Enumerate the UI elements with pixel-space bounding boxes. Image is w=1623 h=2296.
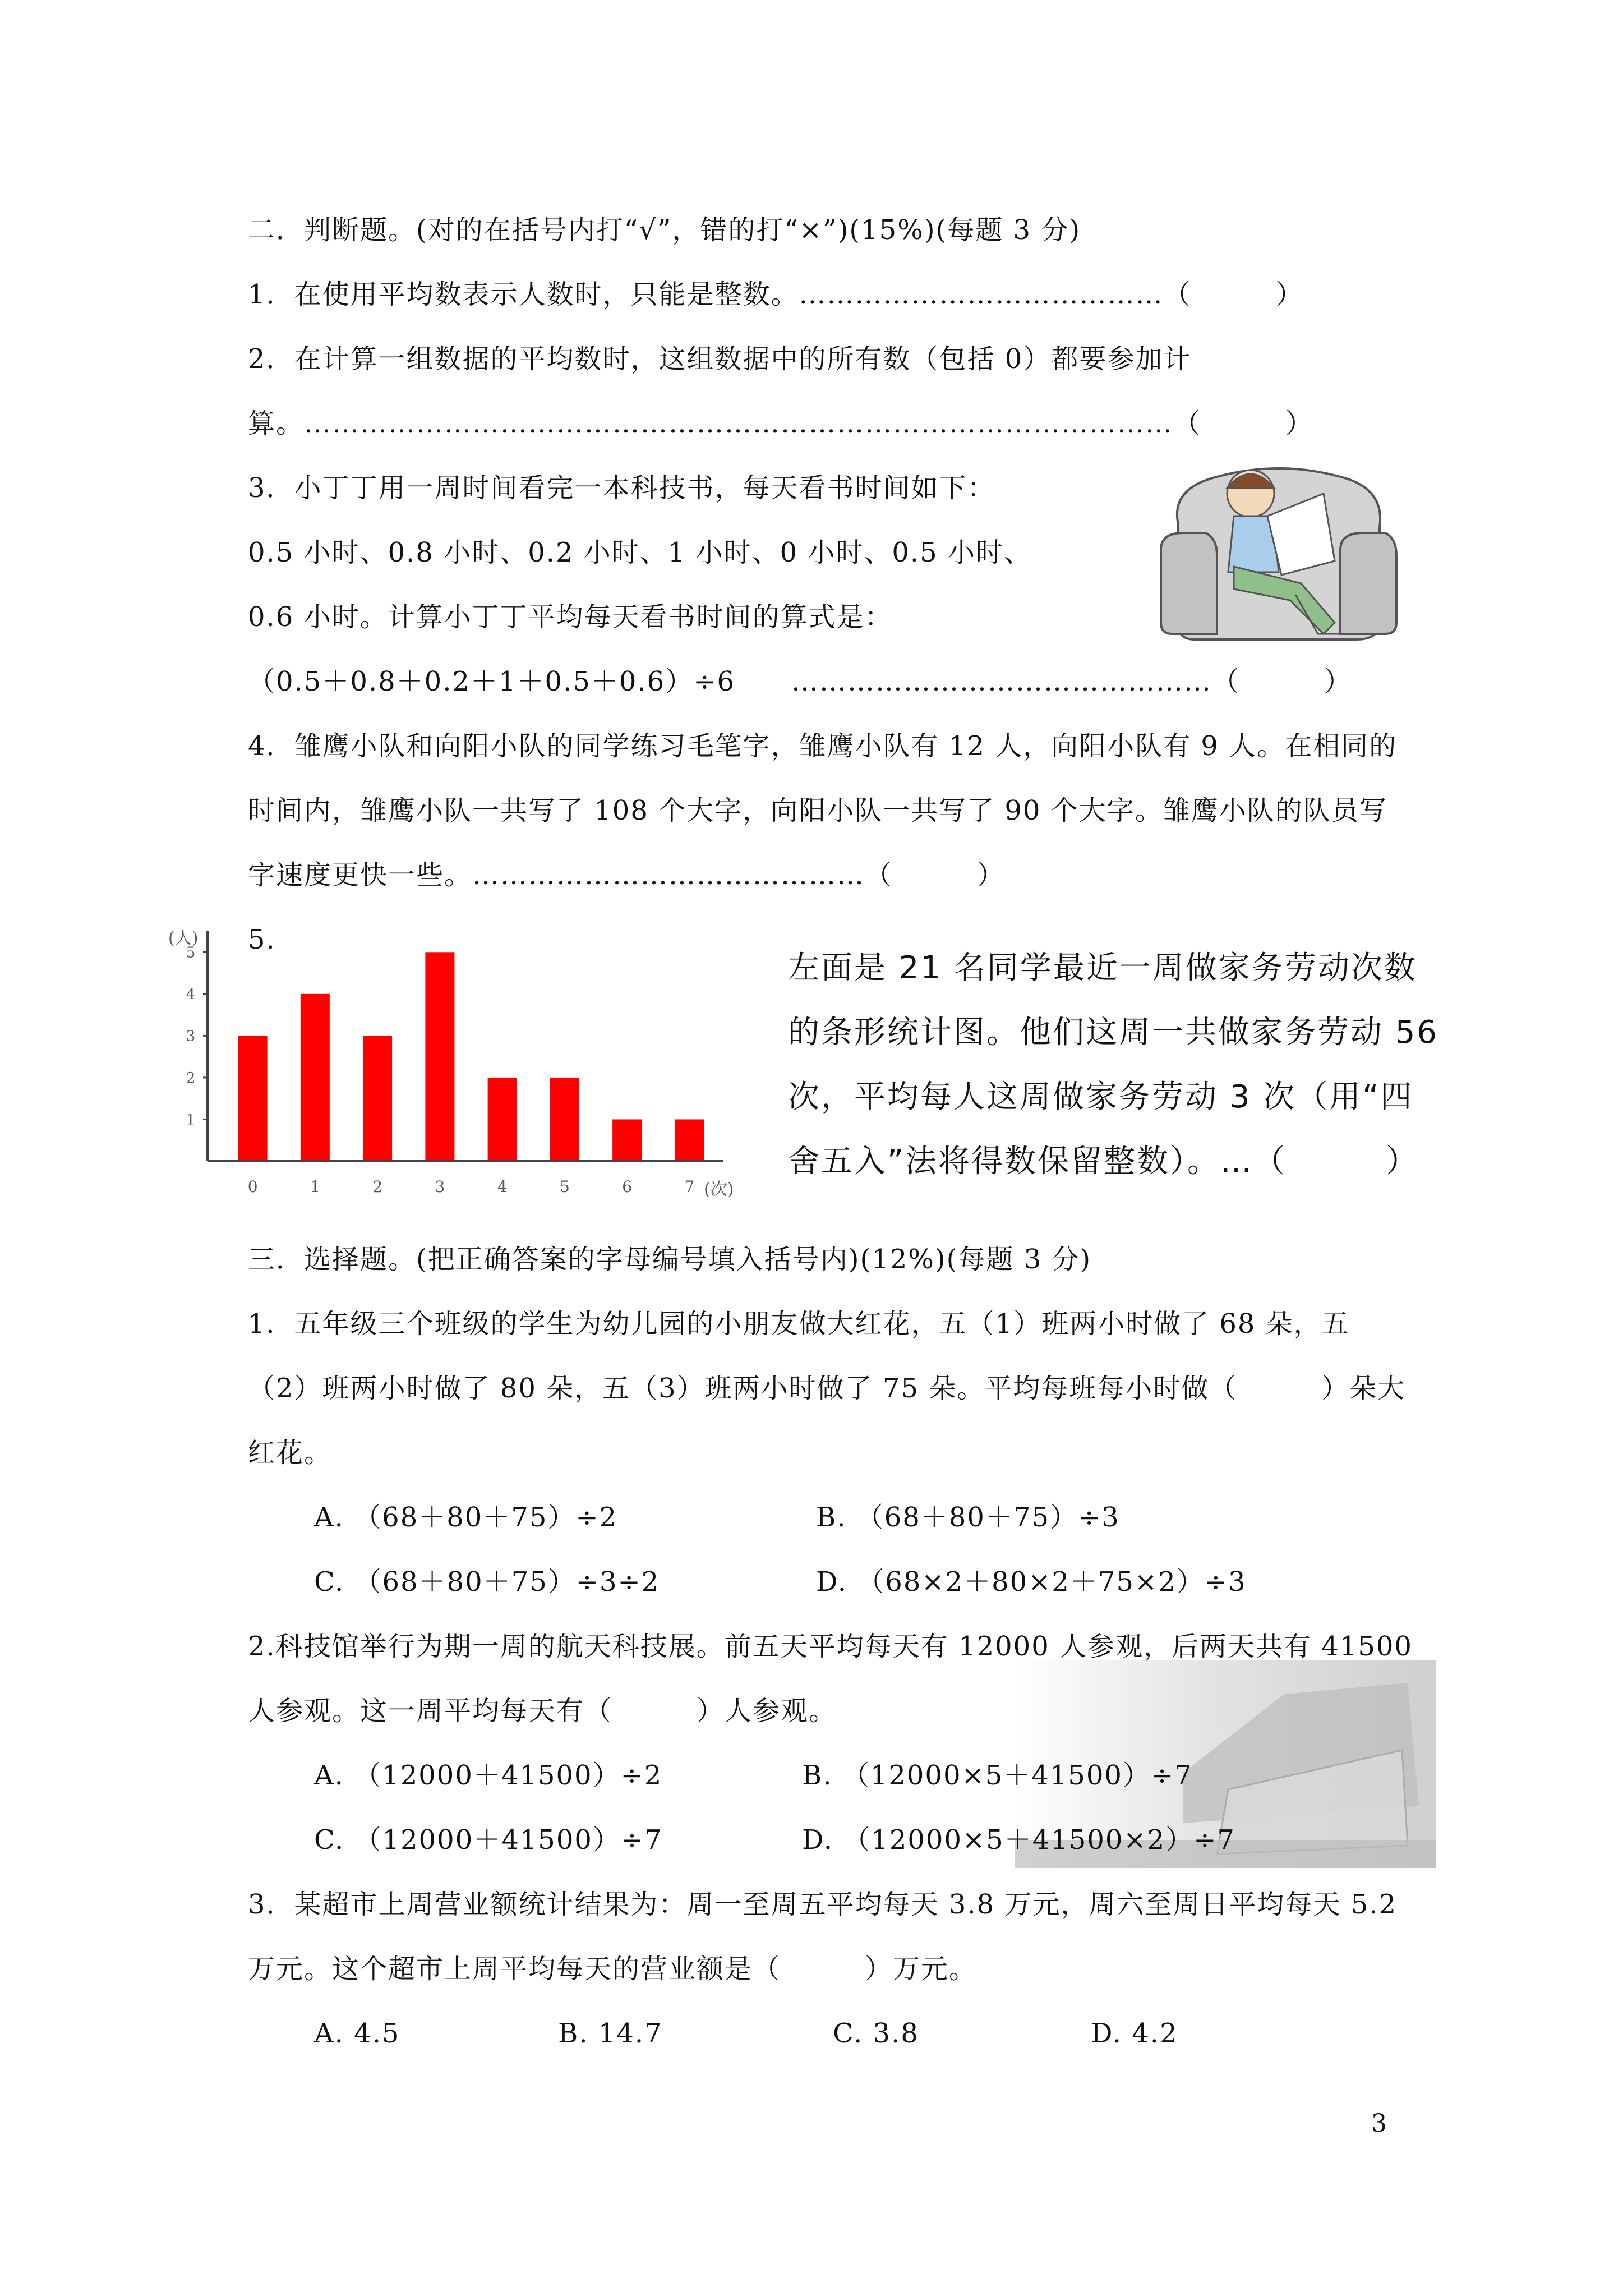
- judge-q4-line1: 4．雏鹰小队和向阳小队的同学练习毛笔字，雏鹰小队有 12 人，向阳小队有 9 人。在相同的: [248, 730, 1398, 762]
- y-tick-label: 4: [186, 986, 196, 1003]
- y-tick-label: 5: [186, 944, 196, 961]
- judge-q5-line4: 舍五入”法将得数保留整数）。…（ ）: [788, 1143, 1419, 1180]
- bar-2: [363, 1036, 392, 1161]
- judge-q2-line2: 算。…………………………………………………………………………………（ ）: [248, 408, 1314, 439]
- bar-chart: [157, 920, 746, 1200]
- choice-q2-option-a: A. （12000＋41500）÷2: [314, 1760, 663, 1791]
- choice-q2-line2: 人参观。这一周平均每天有（ ）人参观。: [248, 1695, 837, 1727]
- section2-heading: 二．判断题。(对的在括号内打“√”，错的打“×”)(15%)(每题 3 分): [248, 214, 1081, 246]
- judge-q4-line2: 时间内，雏鹰小队一共写了 108 个大字，向阳小队一共写了 90 个大字。雏鹰小队的队员写: [248, 795, 1387, 826]
- judge-q2-line1: 2．在计算一组数据的平均数时，这组数据中的所有数（包括 0）都要参加计: [248, 343, 1192, 375]
- judge-q4-line3: 字速度更快一些。……………………………………（ ）: [248, 859, 1006, 891]
- judge-q3-line3: 0.6 小时。计算小丁丁平均每天看书时间的算式是：: [248, 601, 893, 633]
- choice-q3-option-a: A. 4.5: [314, 2018, 400, 2049]
- choice-q2-option-b: B. （12000×5＋41500）÷7: [802, 1760, 1193, 1791]
- choice-q3-option-d: D. 4.2: [1091, 2018, 1178, 2049]
- bar-6: [612, 1119, 642, 1161]
- judge-q5-line1: 左面是 21 名同学最近一周做家务劳动次数: [788, 950, 1417, 986]
- y-tick-label: 1: [186, 1111, 196, 1129]
- x-tick-label: 3: [435, 1177, 445, 1196]
- bar-4: [488, 1078, 517, 1161]
- judge-q5-line3: 次，平均每人这周做家务劳动 3 次（用“四: [788, 1079, 1414, 1115]
- bar-7: [675, 1119, 704, 1161]
- choice-q2-line1: 2.科技馆举行为期一周的航天科技展。前五天平均每天有 12000 人参观，后两天共有 41500: [248, 1631, 1413, 1662]
- judge-q3-line1: 3．小丁丁用一周时间看完一本科技书，每天看书时间如下：: [248, 472, 995, 504]
- choice-q1-line1: 1．五年级三个班级的学生为幼儿园的小朋友做大红花，五（1）班两小时做了 68 朵，五: [248, 1308, 1350, 1340]
- x-tick-label: 7: [684, 1177, 695, 1196]
- choice-q1-line2: （2）班两小时做了 80 朵，五（3）班两小时做了 75 朵。平均每班每小时做（ ）朵大: [248, 1373, 1406, 1404]
- y-axis-label: (人): [168, 928, 199, 948]
- bar-3: [425, 952, 454, 1161]
- choice-q2-option-c: C. （12000＋41500）÷7: [314, 1824, 663, 1856]
- y-tick-label: 2: [186, 1069, 196, 1087]
- bar-1: [301, 994, 330, 1161]
- x-tick-label: 6: [622, 1177, 633, 1196]
- x-tick-label: 0: [247, 1177, 258, 1196]
- choice-q1-line3: 红花。: [248, 1437, 333, 1469]
- x-tick-label: 1: [310, 1177, 320, 1196]
- judge-q5-number: 5.: [248, 924, 276, 955]
- judge-q3-line4: （0.5＋0.8＋0.2＋1＋0.5＋0.6）÷6 ………………………………………（ ）: [248, 666, 1352, 697]
- choice-q3-line2: 万元。这个超市上周平均每天的营业额是（ ）万元。: [248, 1953, 978, 1985]
- x-tick-label: 2: [372, 1177, 383, 1196]
- page-number: 3: [1371, 2109, 1387, 2138]
- bar-0: [238, 1036, 268, 1161]
- judge-q5-line2: 的条形统计图。他们这周一共做家务劳动 56: [788, 1014, 1439, 1051]
- reading-boy-illustration: [1155, 454, 1402, 645]
- judge-q3-line2: 0.5 小时、0.8 小时、0.2 小时、1 小时、0 小时、0.5 小时、: [248, 537, 1032, 568]
- x-tick-label: 5: [559, 1177, 570, 1196]
- judge-q1: 1．在使用平均数表示人数时，只能是整数。…………………………………（ ）: [248, 279, 1304, 310]
- choice-q1-option-c: C. （68＋80＋75）÷3÷2: [314, 1566, 660, 1598]
- section3-heading: 三．选择题。(把正确答案的字母编号填入括号内)(12%)(每题 3 分): [248, 1244, 1092, 1275]
- choice-q1-option-d: D. （68×2＋80×2＋75×2）÷3: [816, 1566, 1247, 1598]
- choice-q3-option-c: C. 3.8: [833, 2018, 919, 2049]
- bar-5: [550, 1078, 579, 1161]
- choice-q2-option-d: D. （12000×5＋41500×2）÷7: [802, 1824, 1235, 1856]
- choice-q3-line1: 3．某超市上周营业额统计结果为：周一至周五平均每天 3.8 万元，周六至周日平均每天 5.2: [248, 1889, 1397, 1920]
- choice-q1-option-a: A. （68＋80＋75）÷2: [314, 1502, 618, 1533]
- choice-q3-option-b: B. 14.7: [558, 2018, 663, 2049]
- choice-q1-option-b: B. （68＋80＋75）÷3: [816, 1502, 1120, 1533]
- x-tick-label: 4: [497, 1177, 508, 1196]
- y-tick-label: 3: [186, 1028, 196, 1045]
- x-axis-label: (次): [704, 1180, 734, 1199]
